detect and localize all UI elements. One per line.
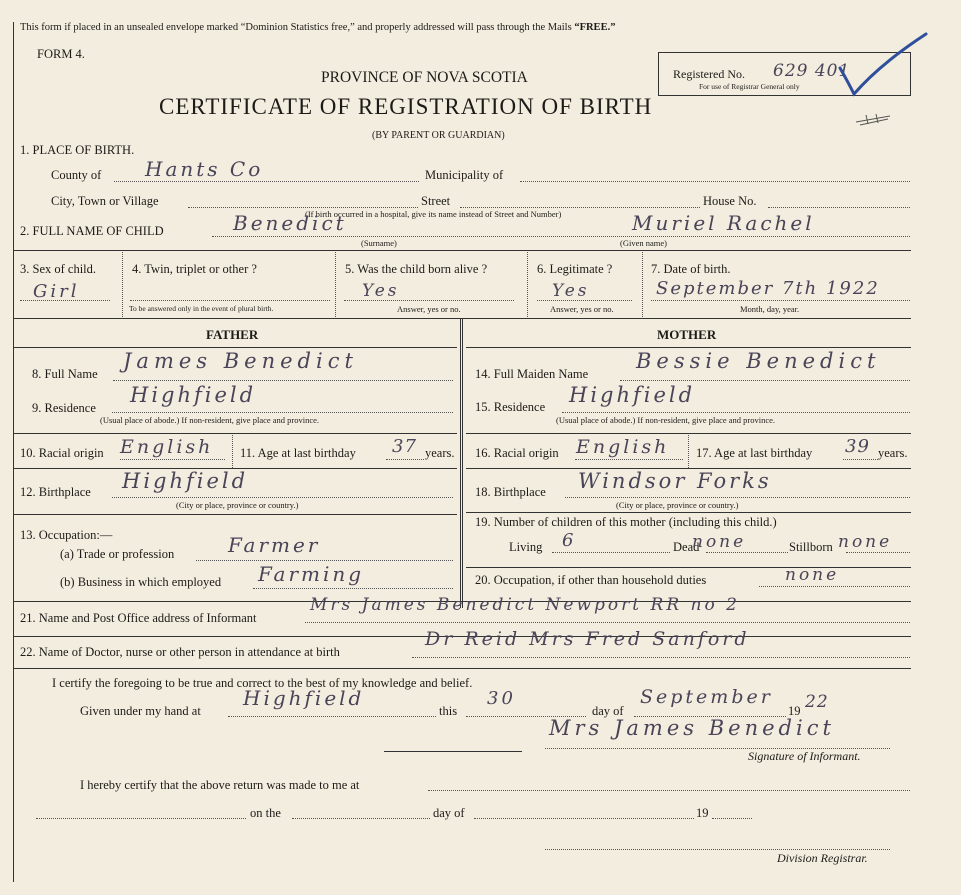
child-given-value: Muriel Rachel	[632, 211, 815, 235]
mother-birthplace-caption: (City or place, province or country.)	[616, 500, 739, 510]
born-alive-caption: Answer, yes or no.	[397, 304, 461, 314]
place-of-birth-heading: 1. PLACE OF BIRTH.	[20, 143, 135, 157]
father-name-label: 8. Full Name	[32, 367, 98, 381]
date-of-birth-value: September 7th 1922	[656, 278, 880, 299]
check-mark-icon	[828, 30, 933, 100]
date-caption: Month, day, year.	[740, 304, 800, 314]
father-birthplace-label: 12. Birthplace	[20, 485, 91, 499]
date-of-birth-label: 7. Date of birth.	[651, 262, 731, 276]
street-label: Street	[421, 194, 451, 208]
witness-line	[384, 751, 522, 752]
mother-occupation-value: none	[785, 565, 840, 585]
father-residence-label: 9. Residence	[32, 401, 96, 415]
county-label: County of	[51, 168, 102, 182]
living-label: Living	[509, 540, 543, 554]
father-age-label: 11. Age at last birthday	[240, 446, 356, 460]
hospital-note: (If birth occurred in a hospital, give its name instead of Street and Number)	[305, 209, 562, 219]
mother-birthplace-label: 18. Birthplace	[475, 485, 546, 499]
child-name-label: 2. FULL NAME OF CHILD	[20, 224, 164, 238]
given-day-value: 30	[487, 688, 516, 709]
father-residence-value: Highfield	[130, 383, 257, 407]
mother-origin-label: 16. Racial origin	[475, 446, 559, 460]
mother-name-value: Bessie Benedict	[636, 349, 881, 373]
born-alive-value: Yes	[362, 281, 400, 301]
surname-caption: (Surname)	[361, 238, 397, 248]
mother-origin-value: English	[576, 436, 670, 458]
business-label: (b) Business in which employed	[60, 575, 222, 589]
registered-no-label: Registered No.	[673, 67, 745, 81]
on-the-label: on the	[250, 806, 281, 820]
mother-occupation-label: 20. Occupation, if other than household duties	[475, 573, 707, 587]
municipality-label: Municipality of	[425, 168, 504, 182]
born-alive-label: 5. Was the child born alive ?	[345, 262, 488, 276]
stillborn-label: Stillborn	[789, 540, 833, 554]
mother-residence-caption: (Usual place of abode.) If non-resident, give place and province.	[556, 415, 776, 425]
father-birthplace-value: Highfield	[122, 469, 249, 493]
mother-birthplace-value: Windsor Forks	[578, 469, 772, 493]
given-under-label: Given under my hand at	[80, 704, 201, 718]
father-occupation-label: 13. Occupation:—	[20, 528, 113, 542]
mother-residence-value: Highfield	[569, 383, 696, 407]
registrar-statement: I hereby certify that the above return was made to me at	[80, 778, 360, 792]
trade-value: Farmer	[228, 533, 321, 557]
mother-heading: MOTHER	[657, 327, 717, 342]
registrar-year-prefix: 19	[696, 806, 709, 820]
sex-value: Girl	[33, 281, 80, 302]
trade-label: (a) Trade or profession	[60, 547, 175, 561]
mother-residence-label: 15. Residence	[475, 400, 546, 414]
informant-value: Mrs James Benedict Newport RR no 2	[310, 595, 740, 615]
division-registrar-caption: Division Registrar.	[777, 851, 868, 865]
father-age-value: 37	[392, 436, 417, 457]
registrar-only-note: For use of Registrar General only	[699, 82, 800, 91]
dead-value: none	[692, 532, 747, 552]
children-count-label: 19. Number of children of this mother (including this child.)	[475, 515, 777, 529]
father-age-unit: years.	[425, 446, 455, 460]
child-surname-value: Benedict	[233, 211, 347, 235]
living-value: 6	[562, 530, 577, 551]
twin-note: To be answered only in the event of plural birth.	[129, 304, 274, 313]
signature-caption: Signature of Informant.	[748, 749, 861, 763]
attendant-label: 22. Name of Doctor, nurse or other person in attendance at birth	[20, 645, 340, 659]
attendant-value: Dr Reid Mrs Fred Sanford	[425, 628, 750, 650]
father-residence-caption: (Usual place of abode.) If non-resident, give place and province.	[100, 415, 320, 425]
sex-label: 3. Sex of child.	[20, 262, 97, 276]
stamp-mark-icon	[854, 112, 894, 128]
form-number: FORM 4.	[37, 47, 85, 61]
informant-signature: Mrs James Benedict	[549, 716, 835, 740]
given-month-value: September	[640, 686, 773, 708]
given-year-value: 22	[805, 692, 829, 712]
page-title: CERTIFICATE OF REGISTRATION OF BIRTH	[159, 94, 653, 119]
dead-label: Dead	[673, 540, 700, 554]
county-value: Hants Co	[145, 157, 264, 181]
mother-name-label: 14. Full Maiden Name	[475, 367, 589, 381]
province-heading: PROVINCE OF NOVA SCOTIA	[321, 69, 528, 86]
father-origin-label: 10. Racial origin	[20, 446, 104, 460]
house-no-label: House No.	[703, 194, 757, 208]
city-label: City, Town or Village	[51, 194, 159, 208]
mother-age-unit: years.	[878, 446, 908, 460]
year-prefix: 19	[788, 704, 801, 718]
this-label: this	[439, 704, 458, 718]
twin-label: 4. Twin, triplet or other ?	[132, 262, 257, 276]
business-value: Farming	[258, 562, 365, 586]
legitimate-caption: Answer, yes or no.	[550, 304, 614, 314]
registrar-day-of-label: day of	[433, 806, 465, 820]
page-subtitle: (BY PARENT OR GUARDIAN)	[372, 130, 505, 141]
certify-statement: I certify the foregoing to be true and correct to the best of my knowledge and belief.	[52, 676, 473, 690]
day-of-label: day of	[592, 704, 624, 718]
column-divider	[460, 318, 463, 608]
given-place-value: Highfield	[243, 686, 365, 710]
father-name-value: James Benedict	[123, 349, 358, 373]
stillborn-value: none	[838, 532, 893, 552]
given-name-caption: (Given name)	[620, 238, 667, 248]
father-birthplace-caption: (City or place, province or country.)	[176, 500, 299, 510]
father-origin-value: English	[120, 436, 214, 458]
mail-note: This form if placed in an unsealed envelope marked “Dominion Statistics free,” and properly addressed will pass through the Mails “FREE.”	[20, 22, 616, 33]
mother-age-label: 17. Age at last birthday	[696, 446, 813, 460]
legitimate-label: 6. Legitimate ?	[537, 262, 613, 276]
mother-age-value: 39	[845, 436, 870, 457]
registered-no-value: 629 401	[773, 61, 851, 81]
legitimate-value: Yes	[552, 281, 590, 301]
informant-label: 21. Name and Post Office address of Informant	[20, 611, 257, 625]
left-border	[13, 22, 14, 882]
father-heading: FATHER	[206, 327, 259, 342]
